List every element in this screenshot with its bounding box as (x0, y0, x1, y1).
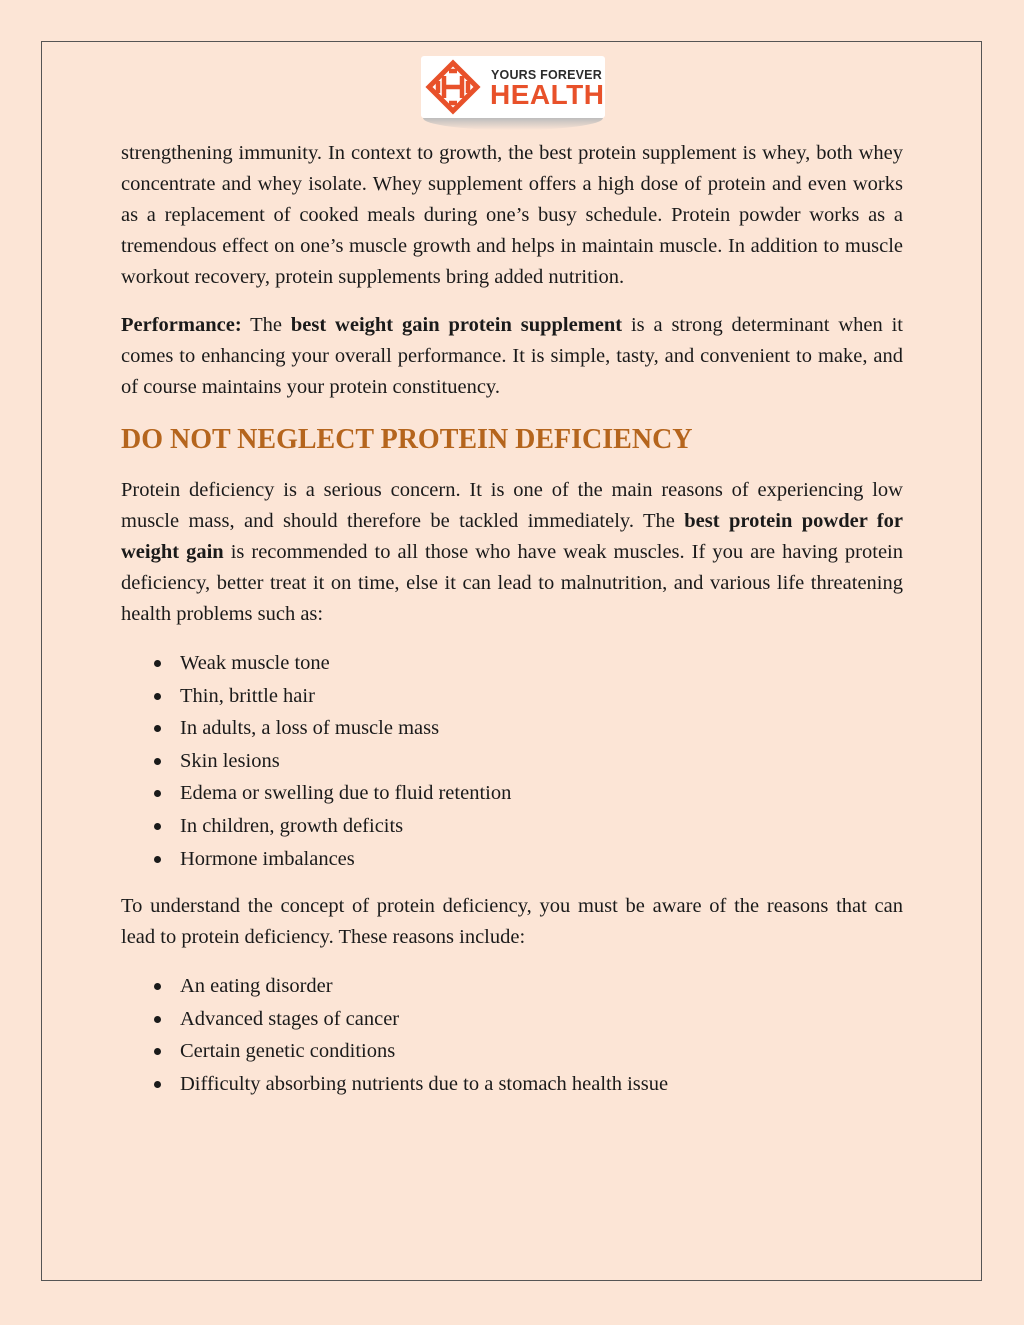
list-item: Weak muscle tone (121, 647, 903, 680)
performance-bold-phrase: best weight gain protein supplement (290, 314, 623, 336)
brand-logo (421, 56, 605, 136)
list-item: An eating disorder (121, 970, 903, 1003)
deficiency-paragraph (121, 475, 903, 630)
logo-shadow (423, 118, 603, 130)
list-item: In adults, a loss of muscle mass (121, 712, 903, 745)
list-item: Hormone imbalances (121, 843, 903, 876)
list-item: Advanced stages of cancer (121, 1003, 903, 1036)
deficiency-bold-phrase: best protein powder for weight gain (121, 510, 903, 563)
intro-paragraph: strengthening immunity. In context to growth, the best protein supplement is whey, both whey concentrate and whey isolate. Whey supplement offers a high dose of protein and even works as a replacement of cooked meals during one’s busy schedule. Protein powder works as a tremendous effect on one’s muscle growth and helps in maintain muscle. In addition to muscle workout recovery, protein supplements bring added nutrition. (121, 142, 903, 288)
list-item: Certain genetic conditions (121, 1035, 903, 1068)
performance-text-before: The (241, 314, 291, 336)
reasons-intro-paragraph: To understand the concept of protein deficiency, you must be aware of the reasons that can lead to protein deficiency. These reasons include: (121, 895, 903, 949)
deficiency-text-after: is recommended to all those who have weak muscles. If you are having protein deficiency, better treat it on time, else it can lead to malnutrition, and various life threatening health problems such as: (121, 541, 903, 625)
list-item: Thin, brittle hair (121, 680, 903, 713)
list-item: In children, growth deficits (121, 810, 903, 843)
performance-label: Performance: (121, 314, 242, 336)
deficiency-text-before: Protein deficiency is a serious concern. It is one of the main reasons of experiencing low muscle mass, and should therefore be tackled immediately. The (121, 479, 903, 532)
performance-text-after: is a strong determinant when it comes to enhancing your overall performance. It is simple, tasty, and convenient to make, and of course maintains your protein constituency. (121, 314, 903, 398)
performance-paragraph (121, 310, 903, 403)
list-item: Edema or swelling due to fluid retention (121, 777, 903, 810)
logo-emblem-icon (425, 59, 481, 115)
reasons-list (121, 970, 903, 1100)
logo-plate (421, 56, 605, 118)
logo-text-top: YOURS FOREVER (491, 68, 602, 82)
logo-text-bottom: HEALTH (490, 79, 605, 110)
list-item: Skin lesions (121, 745, 903, 778)
symptoms-list (121, 647, 903, 875)
list-item: Difficulty absorbing nutrients due to a stomach health issue (121, 1068, 903, 1101)
section-heading: DO NOT NEGLECT PROTEIN DEFICIENCY (121, 424, 693, 455)
document-body (121, 138, 903, 1117)
